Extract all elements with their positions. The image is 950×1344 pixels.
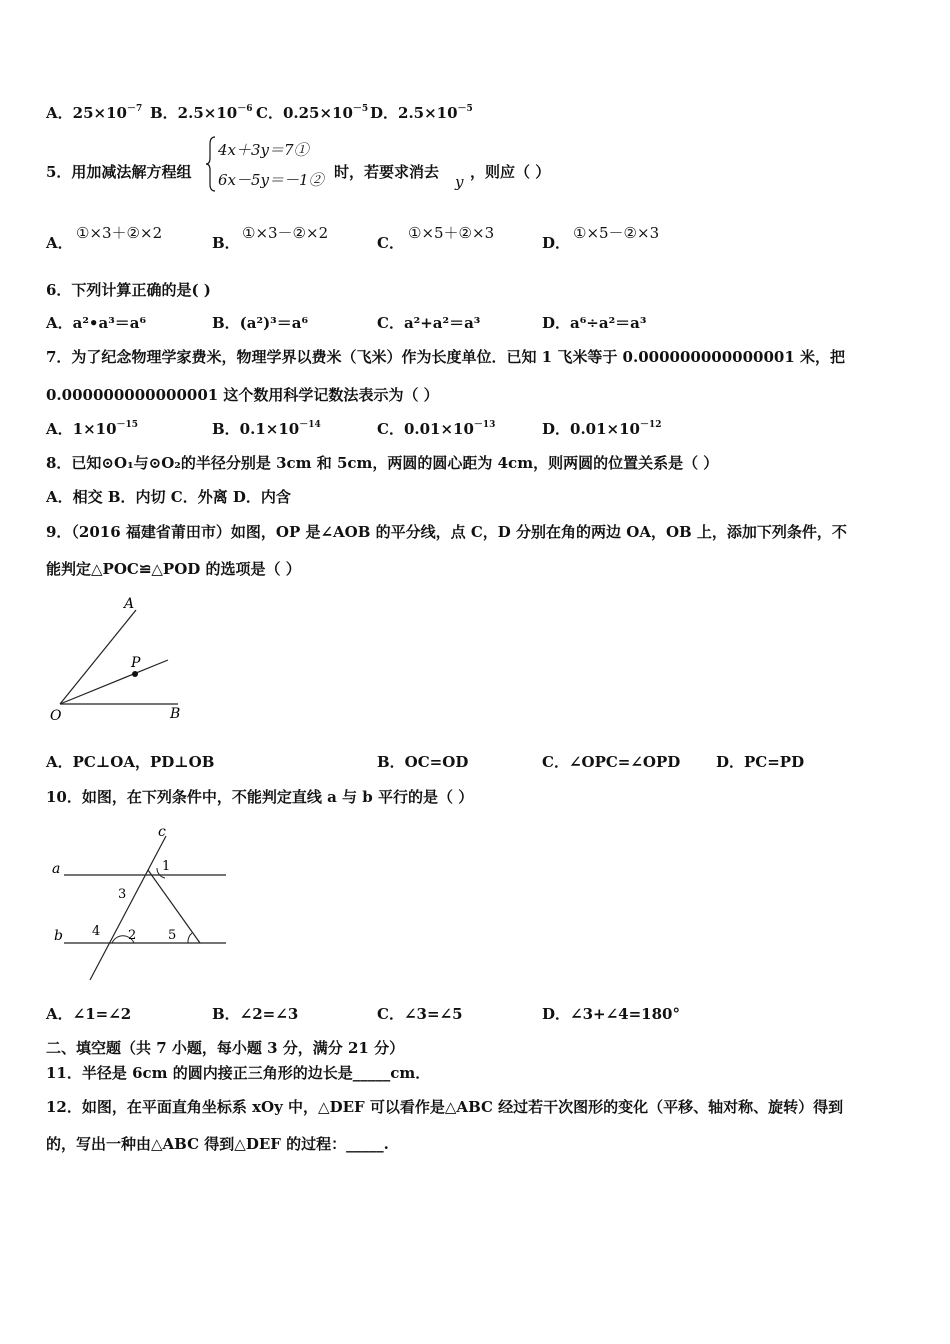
point-p-dot (132, 671, 138, 677)
q10-parallel-lines-figure (40, 822, 240, 987)
q6-stem: 6．下列计算正确的是( ) (46, 281, 211, 299)
q8-options: A．相交 B．内切 C．外离 D．内含 (46, 488, 291, 506)
angle-label-1: 1 (162, 859, 171, 874)
angle-label-4: 4 (92, 924, 101, 939)
q9-option-b: B．OC=OD (377, 753, 469, 771)
q11-stem: 11．半径是 6cm 的圆内接正三角形的边长是_____cm． (46, 1064, 431, 1082)
q8-stem: 8．已知⊙O₁与⊙O₂的半径分别是 3cm 和 5cm，两圆的圆心距为 4cm，则两圆的位置关系是（ ） (46, 454, 719, 472)
q7-option-d: D．$0.01\times 10^{-12}$ (542, 420, 662, 438)
q9-line-1: 9．（2016 福建省莆田市）如图，OP 是∠AOB 的平分线，点 C，D 分别在角的两边 OA，OB 上，添加下列条件，不 (46, 523, 847, 541)
q5-equation-2: 6x－5y＝－1② (218, 171, 324, 189)
q5-stem-post: 时，若要求消去 (334, 163, 440, 181)
label-a: a (52, 861, 61, 877)
angle-label-5: 5 (168, 928, 177, 943)
q4-option-b: B．$2.5\times 10^{-6}$ (150, 104, 253, 122)
q12-line-2: 的，写出一种由△ABC 得到△DEF 的过程：_____. (46, 1135, 389, 1153)
ray-op (60, 660, 168, 704)
label-p: P (131, 655, 141, 671)
q6-option-c: C．a²+a²＝a³ (377, 314, 481, 332)
q12-line-1: 12．如图，在平面直角坐标系 xOy 中，△DEF 可以看作是△ABC 经过若干次图形的变化（平移、轴对称、旋转）得到 (46, 1098, 844, 1116)
q9-option-a: A．PC⊥OA，PD⊥OB (46, 753, 215, 771)
angle-5-arc (188, 933, 192, 943)
q9-angle-figure (40, 590, 200, 730)
q9-option-d: D．PC=PD (716, 753, 805, 771)
q7-option-a: A．$1\times 10^{-15}$ (46, 420, 139, 438)
q5-variable: y (455, 173, 464, 191)
q5-option-a-expr: ①×3＋②×2 (76, 224, 163, 242)
label-o: O (50, 708, 62, 724)
q5-option-b-expr: ①×3－②×2 (242, 224, 329, 242)
q4-option-c: C．$0.25\times 10^{-5}$ (256, 104, 369, 122)
q6-option-d: D．a⁶÷a²＝a³ (542, 314, 647, 332)
line-c (90, 836, 166, 980)
label-b: B (170, 706, 181, 722)
q7-line-2: 0.000000000000001 这个数用科学记数法表示为（ ） (46, 386, 439, 404)
left-brace-icon (206, 136, 216, 192)
q10-option-d: D．∠3+∠4=180° (542, 1005, 680, 1023)
section-2-heading: 二、填空题（共 7 小题，每小题 3 分，满分 21 分） (46, 1039, 405, 1057)
q5-option-b-label: B． (212, 234, 240, 252)
q7-option-b: B．$0.1\times 10^{-14}$ (212, 420, 321, 438)
q10-option-b: B．∠2=∠3 (212, 1005, 299, 1023)
label-a: A (124, 596, 135, 612)
q7-option-c: C．$0.01\times 10^{-13}$ (377, 420, 496, 438)
q10-option-c: C．∠3=∠5 (377, 1005, 463, 1023)
q10-option-a: A．∠1=∠2 (46, 1005, 132, 1023)
q5-stem-pre: 5．用加减法解方程组 (46, 163, 192, 181)
q10-stem: 10．如图，在下列条件中，不能判定直线 a 与 b 平行的是（ ） (46, 788, 474, 806)
q4-option-d: D．$2.5\times 10^{-5}$ (370, 104, 473, 122)
q5-option-c-label: C． (377, 234, 404, 252)
q6-option-b: B．(a²)³＝a⁶ (212, 314, 309, 332)
q5-option-d-label: D． (542, 234, 571, 252)
q9-line-2: 能判定△POC≌△POD 的选项是（ ） (46, 560, 301, 578)
q5-stem-end: ，则应（ ） (470, 163, 551, 181)
q4-option-a: A．$25\times 10^{-7}$ (46, 104, 143, 122)
q7-line-1: 7．为了纪念物理学家费米，物理学界以费米（飞米）作为长度单位．已知 1 飞米等于 0.000000000000001 米，把 (46, 348, 845, 366)
q5-option-d-expr: ①×5－②×3 (573, 224, 660, 242)
ray-oa (60, 610, 136, 704)
q9-option-c: C．∠OPC=∠OPD (542, 753, 681, 771)
q5-option-c-expr: ①×5＋②×3 (408, 224, 495, 242)
q5-option-a-label: A． (46, 234, 73, 252)
label-b: b (54, 928, 63, 944)
angle-label-3: 3 (118, 887, 127, 902)
q5-equation-1: 4x＋3y＝7① (218, 141, 309, 159)
q6-option-a: A．a²•a³＝a⁶ (46, 314, 147, 332)
angle-label-2: 2 (128, 928, 137, 943)
label-c: c (158, 824, 166, 840)
